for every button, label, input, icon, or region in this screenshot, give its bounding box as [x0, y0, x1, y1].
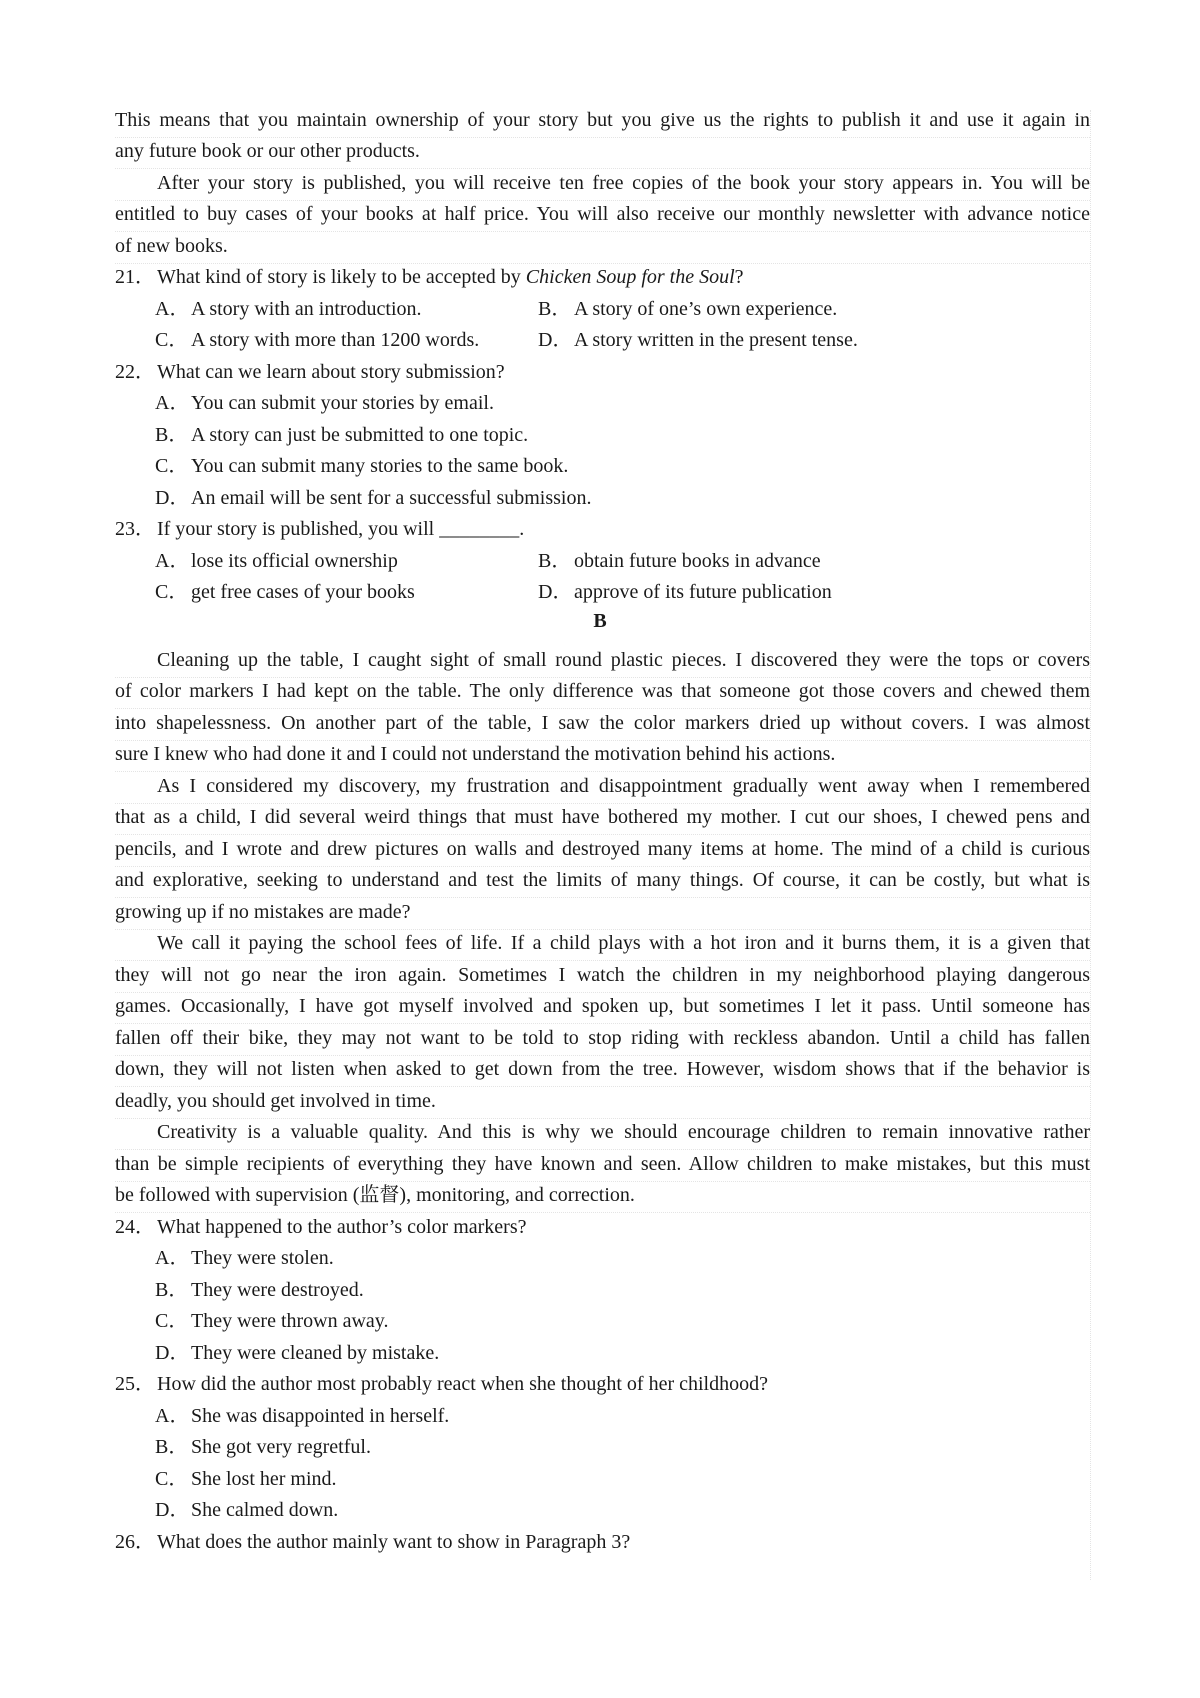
question-number: 26．: [115, 1531, 155, 1553]
passage-b-line: Creativity is a valuable quality. And this is why we should encourage children to remain innovative rather: [115, 1117, 1090, 1150]
question-23: [115, 514, 524, 546]
option-21-c[interactable]: C． A story with more than 1200 words.: [155, 329, 480, 351]
passage-a-line: any future book or our other products.: [115, 136, 1090, 169]
question-22: [115, 357, 505, 389]
option-24-a[interactable]: A．They were stolen.: [155, 1247, 334, 1269]
option-23-d[interactable]: D．approve of its future publication: [538, 581, 832, 603]
option-25-b[interactable]: B． She got very regretful.: [155, 1436, 371, 1458]
passage-b-line: fallen off their bike, they may not want to be told to stop riding with reckless abandon. Until a child has fallen: [115, 1023, 1090, 1056]
question-26: [115, 1527, 630, 1559]
passage-a-line: entitled to buy cases of your books at half price. You will also receive our monthly newsletter with advance notice: [115, 199, 1090, 232]
passage-a-line: of new books.: [115, 231, 1090, 264]
question-stem: What kind of story is likely to be accepted by: [157, 266, 526, 288]
question-stem: What can we learn about story submission?: [157, 361, 505, 383]
option-22-a[interactable]: A．You can submit your stories by email.: [155, 392, 494, 414]
option-24-c[interactable]: C． They were thrown away.: [155, 1310, 389, 1332]
option-22-d[interactable]: D．An email will be sent for a successful submission.: [155, 487, 592, 509]
right-margin-guide: [1090, 110, 1091, 1580]
option-22-c[interactable]: C． You can submit many stories to the same book.: [155, 455, 569, 477]
passage-b-line: of color markers I had kept on the table. The only difference was that someone got those covers and chewed them: [115, 676, 1090, 709]
question-number: 22．: [115, 361, 155, 383]
option-22-b[interactable]: B． A story can just be submitted to one topic.: [155, 424, 529, 446]
question-stem: How did the author most probably react when she thought of her childhood?: [157, 1373, 768, 1395]
passage-b-line: be followed with supervision (监督), monitoring, and correction.: [115, 1180, 1090, 1213]
question-stem: If your story is published, you will ________.: [157, 518, 525, 540]
passage-b-line: that as a child, I did several weird things that must have bothered my mother. I cut our shoes, I chewed pens and: [115, 802, 1090, 835]
passage-b-line: they will not go near the iron again. Sometimes I watch the children in my neighborhood playing dangerous: [115, 960, 1090, 993]
passage-a-line: After your story is published, you will receive ten free copies of the book your story appears in. You will be: [115, 168, 1090, 201]
question-number: 25．: [115, 1373, 155, 1395]
passage-b-line: deadly, you should get involved in time.: [115, 1086, 1090, 1119]
question-24: [115, 1212, 527, 1244]
option-24-d[interactable]: D．They were cleaned by mistake.: [155, 1342, 440, 1364]
question-25: [115, 1369, 768, 1401]
option-23-a[interactable]: A．lose its official ownership: [155, 550, 398, 572]
option-21-d[interactable]: D．A story written in the present tense.: [538, 329, 858, 351]
option-21-b[interactable]: B． A story of one’s own experience.: [538, 298, 838, 320]
passage-b-line: down, they will not listen when asked to get down from the tree. However, wisdom shows that if the behavior is: [115, 1054, 1090, 1087]
option-23-b[interactable]: B． obtain future books in advance: [538, 550, 821, 572]
passage-b-line: than be simple recipients of everything they have known and seen. Allow children to make mistakes, but this must: [115, 1149, 1090, 1182]
question-number: 21．: [115, 266, 155, 288]
option-21-a[interactable]: A．A story with an introduction.: [155, 298, 422, 320]
option-25-a[interactable]: A．She was disappointed in herself.: [155, 1405, 450, 1427]
option-24-b[interactable]: B． They were destroyed.: [155, 1279, 364, 1301]
question-stem: What happened to the author’s color markers?: [157, 1216, 527, 1238]
passage-b-line: growing up if no mistakes are made?: [115, 897, 1090, 930]
question-number: 23．: [115, 518, 155, 540]
question-21: 21． What kind of story is likely to be accepted by Chicken Soup for the Soul?: [115, 262, 744, 294]
option-25-d[interactable]: D．She calmed down.: [155, 1499, 339, 1521]
passage-b-line: and explorative, seeking to understand and test the limits of many things. Of course, it can be costly, but what is: [115, 865, 1090, 898]
question-stem: What does the author mainly want to show in Paragraph 3?: [157, 1531, 631, 1553]
passage-b-line: games. Occasionally, I have got myself involved and spoken up, but sometimes I let it pass. Until someone has: [115, 991, 1090, 1024]
passage-b-line: We call it paying the school fees of life. If a child plays with a hot iron and it burns them, it is a given that: [115, 928, 1090, 961]
book-title: Chicken Soup for the Soul: [525, 266, 735, 288]
passage-b-line: pencils, and I wrote and drew pictures on walls and destroyed many items at home. The mind of a child is curious: [115, 834, 1090, 867]
passage-a-line: This means that you maintain ownership of your story but you give us the rights to publish it and use it again in: [115, 105, 1090, 138]
question-number: 24．: [115, 1216, 155, 1238]
section-b-heading: B: [593, 610, 607, 632]
passage-b-line: sure I knew who had done it and I could not understand the motivation behind his actions.: [115, 739, 1090, 772]
passage-b-line: As I considered my discovery, my frustration and disappointment gradually went away when I remembered: [115, 771, 1090, 804]
option-23-c[interactable]: C． get free cases of your books: [155, 581, 415, 603]
option-25-c[interactable]: C． She lost her mind.: [155, 1468, 337, 1490]
passage-b-line: Cleaning up the table, I caught sight of small round plastic pieces. I discovered they were the tops or covers: [115, 645, 1090, 678]
passage-b-line: into shapelessness. On another part of the table, I saw the color markers dried up without covers. I was almost: [115, 708, 1090, 741]
